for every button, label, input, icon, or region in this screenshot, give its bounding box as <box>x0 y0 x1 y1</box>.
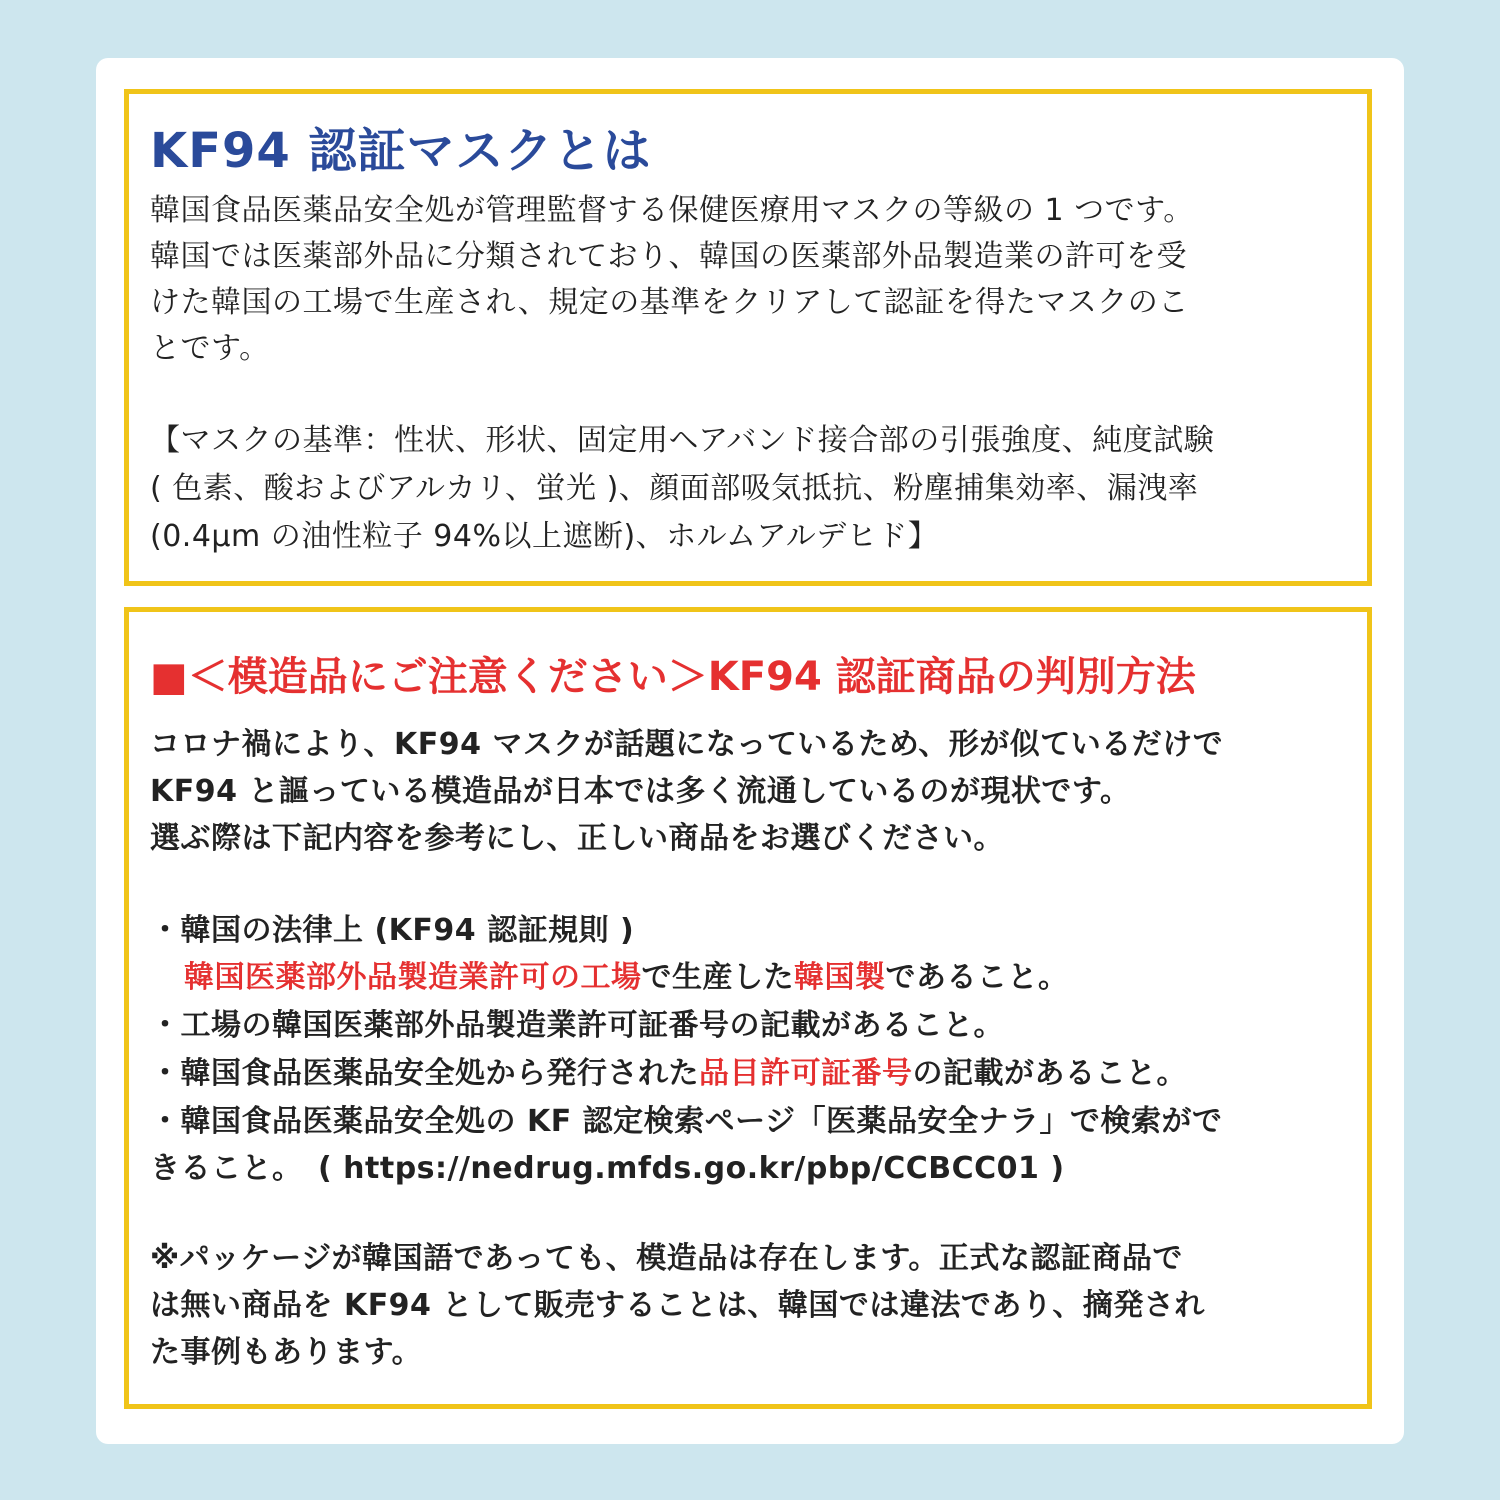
note-line-2: は無い商品を KF94 として販売することは、韓国では違法であり、摘発され <box>150 1288 1205 1323</box>
intro-line-2: KF94 と謳っている模造品が日本では多く流通しているのが現状です。 <box>150 774 1131 809</box>
intro-line-3: 選ぶ際は下記内容を参考にし、正しい商品をお選びください。 <box>150 821 1004 856</box>
bullet1-red-factory: 韓国医薬部外品製造業許可の工場 <box>184 960 642 995</box>
standard-line-1: 【マスクの基準：性状、形状、固定用ヘアバンド接合部の引張強度、純度試験 <box>150 423 1215 458</box>
bullet1-text-1: で生産した <box>641 960 794 995</box>
section1-line-4: とです。 <box>150 331 270 366</box>
bullet3-text-2: の記載があること。 <box>912 1056 1187 1091</box>
bullet1-red-korea: 韓国製 <box>794 960 886 995</box>
section1-line-2: 韓国では医薬部外品に分類されており、韓国の医薬部外品製造業の許可を受 <box>150 239 1187 274</box>
intro-line-1: コロナ禍により、KF94 マスクが話題になっているため、形が似ているだけで <box>150 727 1224 762</box>
bullet1-heading: ・韓国の法律上 (KF94 認証規則 ) <box>150 913 635 948</box>
standard-line-3: (0.4μm の油性粒子 94%以上遮断)、ホルムアルデヒド】 <box>150 519 939 554</box>
bullet4-line-1: ・韓国食品医薬品安全処の KF 認定検索ページ「医薬品安全ナラ」で検索がで <box>150 1104 1223 1139</box>
bullet3 <box>150 1051 1187 1097</box>
standard-line-2: ( 色素、酸およびアルカリ、蛍光 )、顔面部吸気抵抗、粉塵捕集効率、漏洩率 <box>150 471 1199 506</box>
section1-line-3: けた韓国の工場で生産され、規定の基準をクリアして認証を得たマスクのこ <box>150 285 1189 320</box>
bullet1-text-2: であること。 <box>885 960 1069 995</box>
section2-title: ■＜模造品にご注意ください＞KF94 認証商品の判別方法 <box>150 654 1196 700</box>
section1-title: KF94 認証マスクとは <box>150 123 652 179</box>
section1-line-1: 韓国食品医薬品安全処が管理監督する保健医療用マスクの等級の 1 つです。 <box>150 193 1194 228</box>
bullet1-detail <box>184 955 1069 1001</box>
bullet4-line-2: きること。 ( https://nedrug.mfds.go.kr/pbp/CCBCC01 ) <box>150 1151 1065 1186</box>
bullet2: ・工場の韓国医薬部外品製造業許可証番号の記載があること。 <box>150 1008 1004 1043</box>
note-line-1: ※パッケージが韓国語であっても、模造品は存在します。正式な認証商品で <box>150 1241 1183 1276</box>
note-line-3: た事例もあります。 <box>150 1335 423 1370</box>
bullet3-red: 品目許可証番号 <box>699 1056 913 1091</box>
bullet3-text-1: ・韓国食品医薬品安全処から発行された <box>150 1056 699 1091</box>
